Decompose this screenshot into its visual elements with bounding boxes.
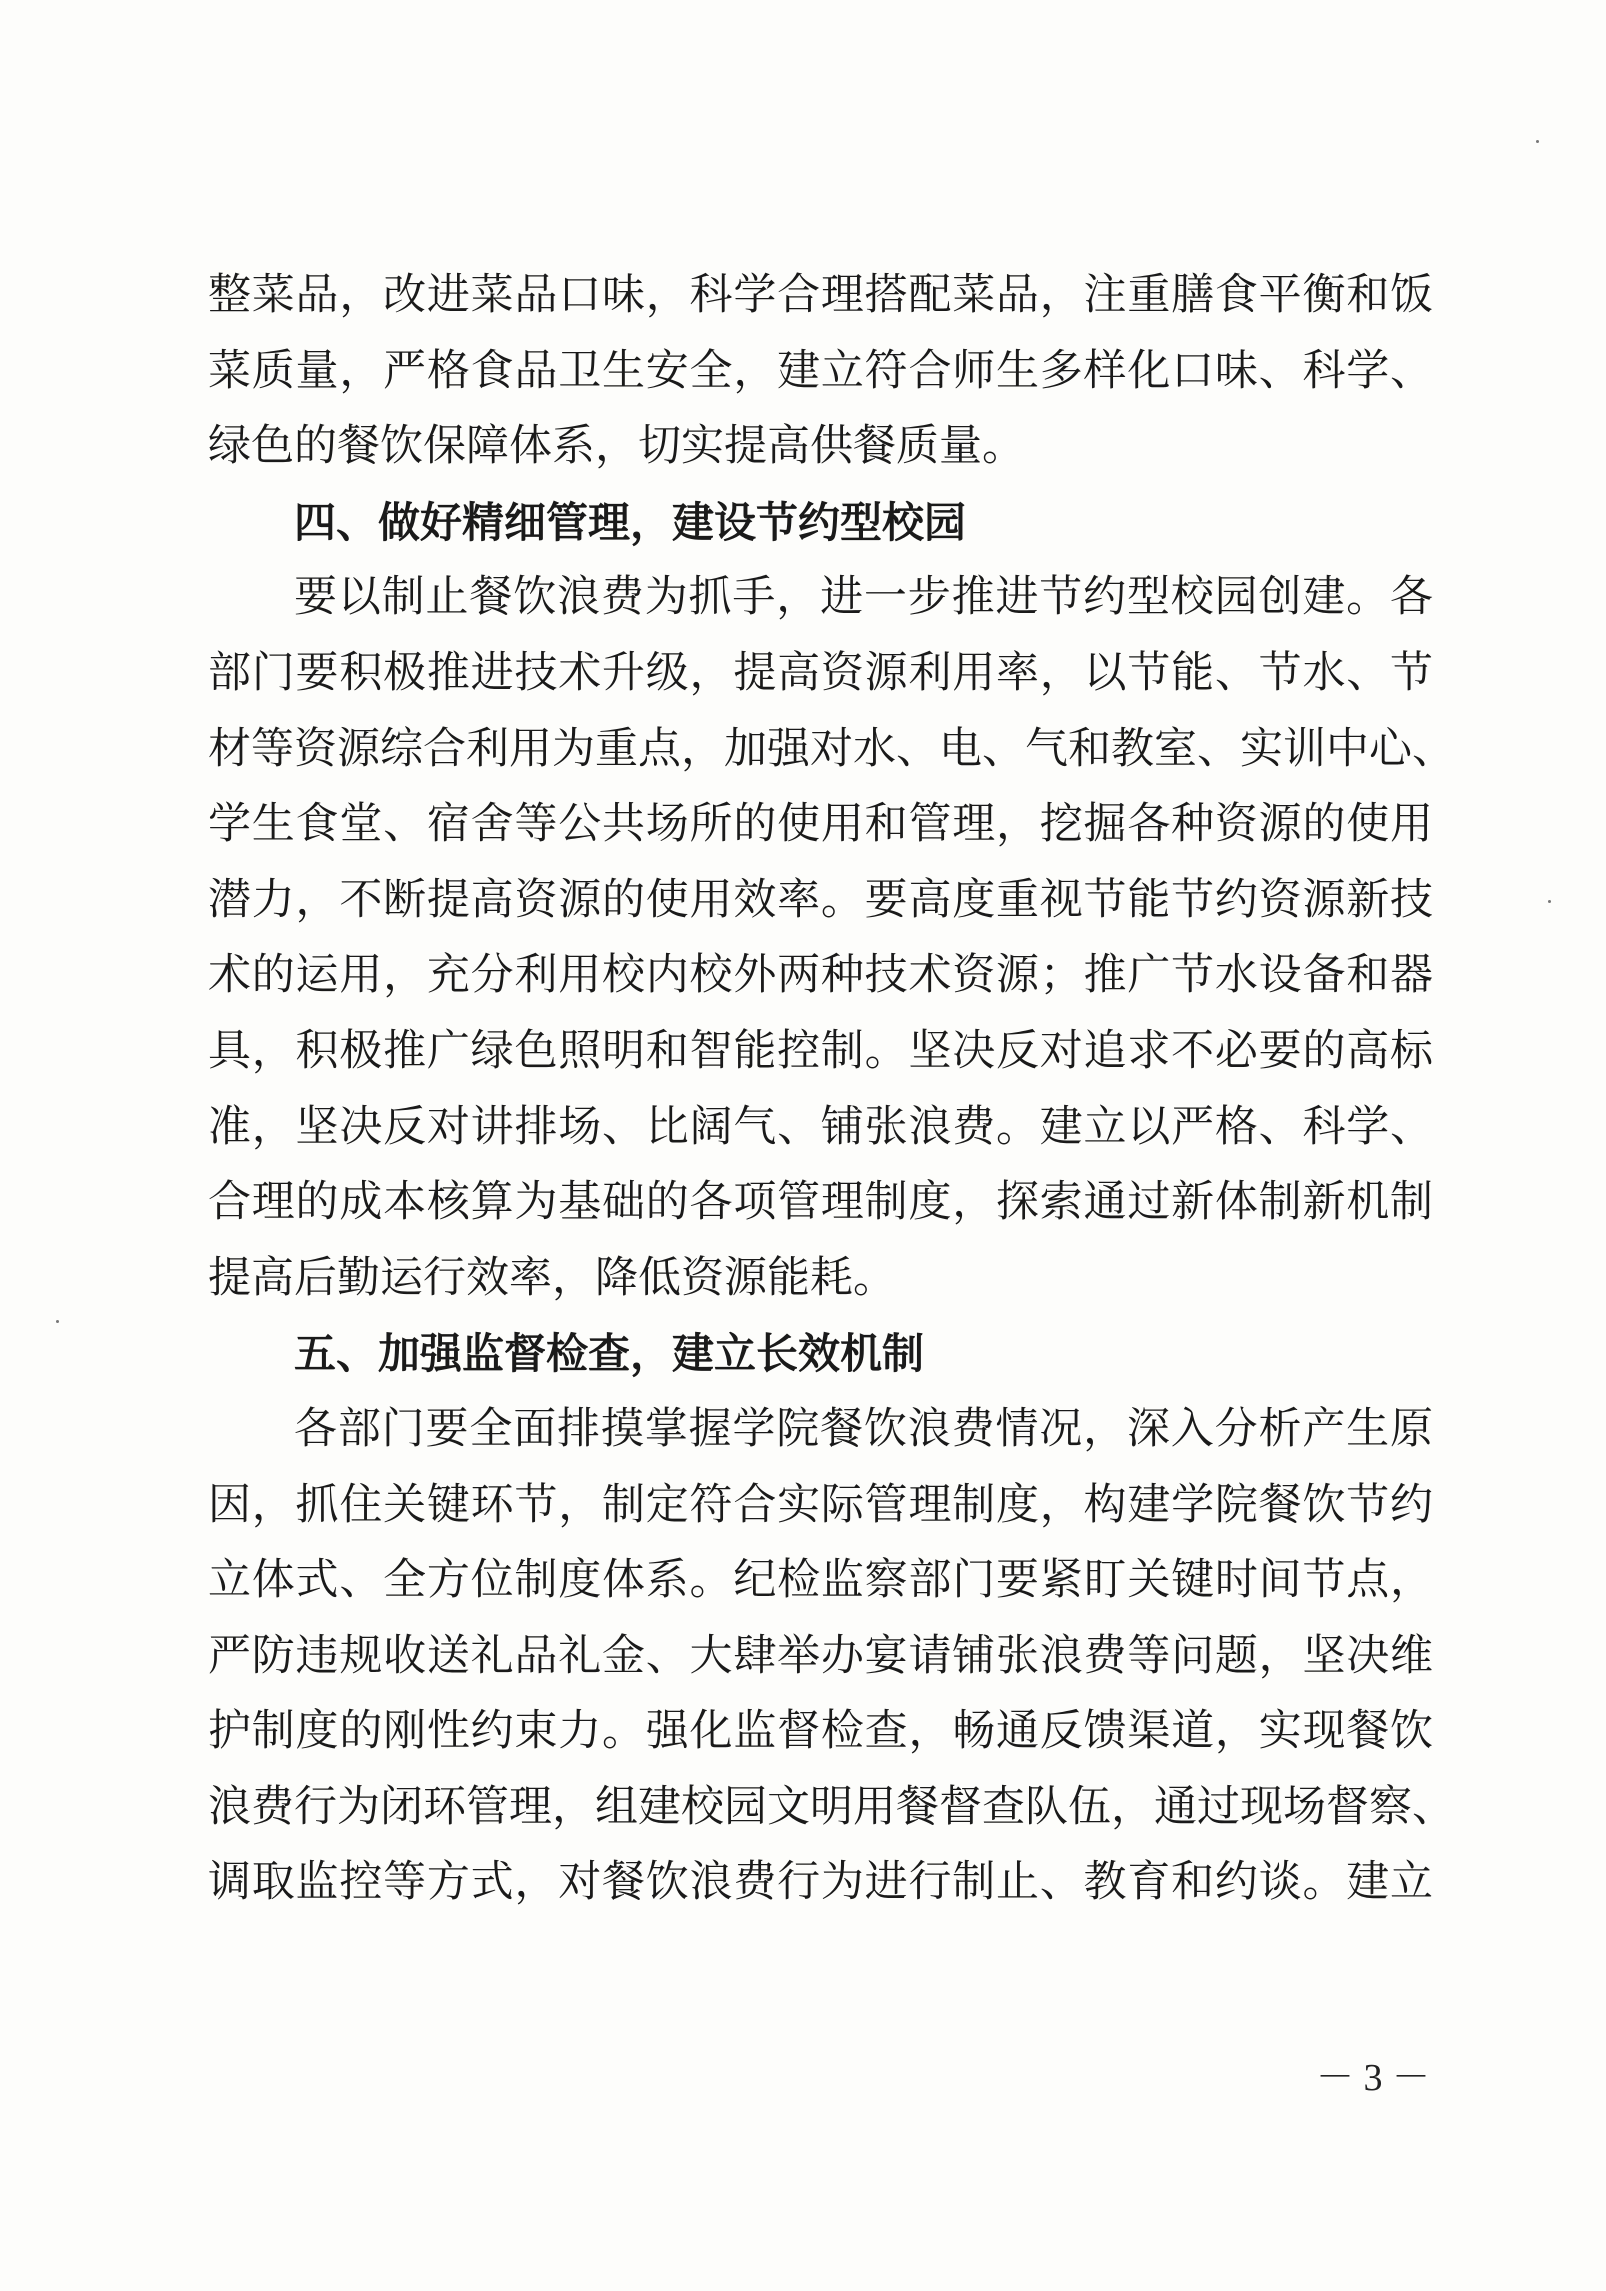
page-number: － 3 －: [1315, 2057, 1430, 2099]
section-heading: 四、做好精细管理，建设节约型校园: [294, 497, 967, 547]
scan-speck: [1548, 900, 1551, 903]
section-heading: 五、加强监督检查，建立长效机制: [294, 1329, 925, 1379]
text-line: 要以制止餐饮浪费为抓手，进一步推进节约型校园创建。各: [294, 572, 1433, 623]
text-line: 材等资源综合利用为重点，加强对水、电、气和教室、实训中心、: [208, 723, 1455, 774]
text-line: 严防违规收送礼品礼金、大肆举办宴请铺张浪费等问题，坚决维: [208, 1630, 1433, 1681]
text-line: 准，坚决反对讲排场、比阔气、铺张浪费。建立以严格、科学、: [208, 1101, 1433, 1152]
text-line: 浪费行为闭环管理，组建校园文明用餐督查队伍，通过现场督察、: [208, 1781, 1455, 1832]
text-line: 术的运用，充分利用校内校外两种技术资源；推广节水设备和器: [208, 950, 1433, 1001]
text-line: 调取监控等方式，对餐饮浪费行为进行制止、教育和约谈。建立: [208, 1857, 1433, 1908]
text-line: 护制度的刚性约束力。强化监督检查，畅通反馈渠道，实现餐饮: [208, 1706, 1433, 1757]
text-line: 潜力，不断提高资源的使用效率。要高度重视节能节约资源新技: [208, 874, 1433, 925]
text-line: 立体式、全方位制度体系。纪检监察部门要紧盯关键时间节点，: [208, 1555, 1433, 1606]
text-line: 绿色的餐饮保障体系，切实提高供餐质量。: [208, 421, 1025, 472]
text-line: 因，抓住关键环节，制定符合实际管理制度，构建学院餐饮节约: [208, 1479, 1433, 1530]
text-line: 各部门要全面排摸掌握学院餐饮浪费情况，深入分析产生原: [294, 1403, 1433, 1454]
text-line: 整菜品，改进菜品口味，科学合理搭配菜品，注重膳食平衡和饭: [208, 270, 1433, 320]
text-line: 菜质量，严格食品卫生安全，建立符合师生多样化口味、科学、: [208, 345, 1433, 396]
text-line: 提高后勤运行效率，降低资源能耗。: [208, 1252, 896, 1303]
text-line: 学生食堂、宿舍等公共场所的使用和管理，挖掘各种资源的使用: [208, 799, 1433, 850]
document-body: [208, 258, 1455, 1921]
text-line: 部门要积极推进技术升级，提高资源利用率，以节能、节水、节: [208, 647, 1433, 698]
text-line: 具，积极推广绿色照明和智能控制。坚决反对追求不必要的高标: [208, 1025, 1433, 1076]
scan-speck: [1536, 140, 1539, 143]
scan-speck: [56, 1320, 59, 1323]
text-line: 合理的成本核算为基础的各项管理制度，探索通过新体制新机制: [208, 1177, 1433, 1228]
